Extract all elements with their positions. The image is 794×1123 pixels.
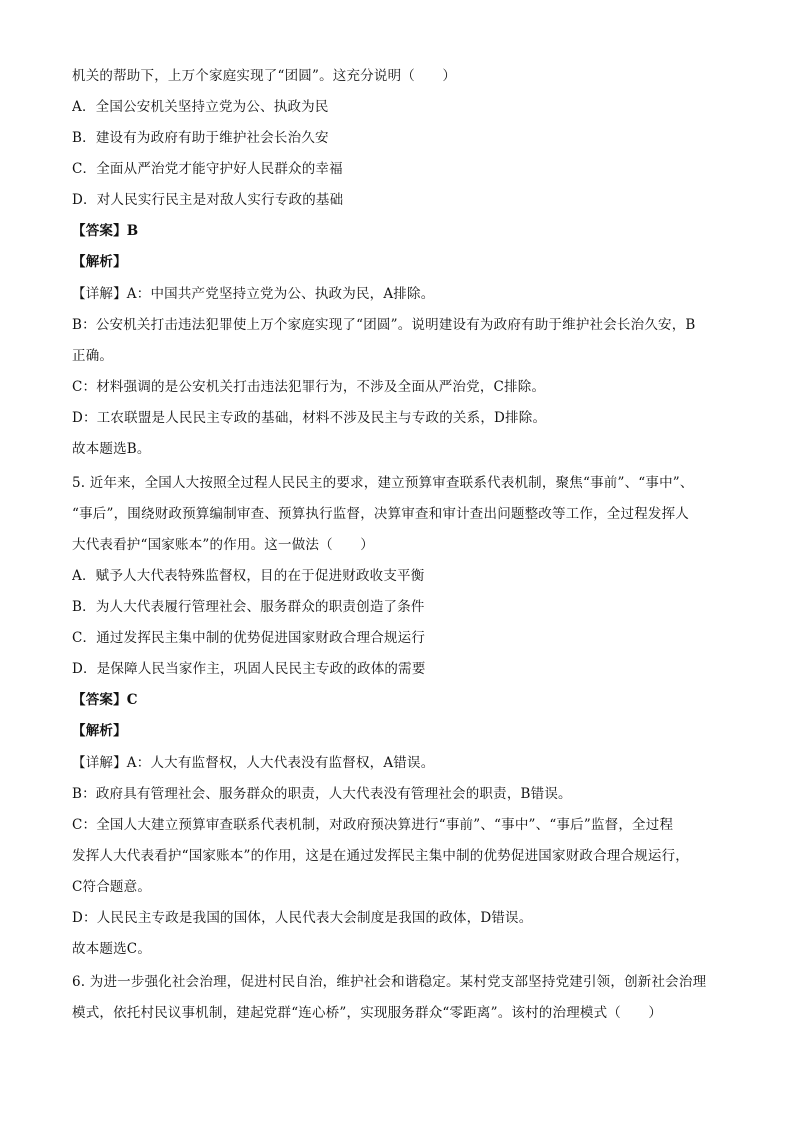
q4-option-a: A．全国公安机关坚持立党为公、执政为民 [72,99,329,115]
question-6-stem-2: 模式，依托村民议事机制，建起党群“连心桥”，实现服务群众“零距离”。该村的治理模式（ ） [72,1005,663,1021]
q4-detail-b: B：公安机关打击违法犯罪使上万个家庭实现了“团圆”。说明建设有为政府有助于维护社会长治久安，B [72,317,696,333]
q5-detail-a: 【详解】A：人大有监督权，人大代表没有监督权，A错误。 [72,755,435,771]
q5-detail-b: B：政府具有管理社会、服务群众的职责，人大代表没有管理社会的职责，B错误。 [72,786,572,802]
q5-option-d: D．是保障人民当家作主，巩固人民民主专政的政体的需要 [72,661,426,677]
q4-option-c: C．全面从严治党才能守护好人民群众的幸福 [72,161,343,177]
q4-option-d: D．对人民实行民主是对敌人实行专政的基础 [72,192,344,208]
q4-detail-a: 【详解】A：中国共产党坚持立党为公、执政为民，A排除。 [72,286,435,302]
question-6-stem: 6. 为进一步强化社会治理，促进村民自治，维护社会和谐稳定。某村党支部坚持党建引领，创新社会治理 [72,974,707,990]
q5-conclusion: 故本题选C。 [72,941,152,957]
q4-conclusion: 故本题选B。 [72,441,151,457]
q5-detail-c-cont: 发挥人大代表看护“国家账本”的作用，这是在通过发挥民主集中制的优势促进国家财政合理合规运行， [72,848,690,864]
q4-analysis-heading: 【解析】 [72,254,127,270]
q5-answer: 【答案】C [72,692,138,708]
q5-detail-c-end: C符合题意。 [72,879,152,895]
q5-detail-c: C：全国人大建立预算审查联系代表机制，对政府预决算进行“事前”、“事中”、“事后”监督，全过程 [72,817,674,833]
q4-detail-c: C：材料强调的是公安机关打击违法犯罪行为，不涉及全面从严治党，C排除。 [72,379,546,395]
q4-option-b: B．建设有为政府有助于维护社会长治久安 [72,130,329,146]
question-5-stem-3: 大代表看护“国家账本”的作用。这一做法（ ） [72,537,374,553]
q5-option-b: B．为人大代表履行管理社会、服务群众的职责创造了条件 [72,599,425,615]
q5-option-a: A．赋予人大代表特殊监督权，目的在于促进财政收支平衡 [72,568,425,584]
question-5-stem: 5. 近年来，全国人大按照全过程人民民主的要求，建立预算审查联系代表机制，聚焦“事前”、“事中”、 [72,475,694,491]
question-5-stem-2: “事后”，围绕财政预算编制审查、预算执行监督，决算审查和审计查出问题整改等工作，全过程发挥人 [72,506,690,522]
q4-answer: 【答案】B [72,223,139,239]
q5-detail-d: D：人民民主专政是我国的国体，人民代表大会制度是我国的政体，D错误。 [72,910,533,926]
q5-analysis-heading: 【解析】 [72,723,127,739]
q4-detail-b-cont: 正确。 [72,348,114,364]
q5-option-c: C．通过发挥民主集中制的优势促进国家财政合理合规运行 [72,630,426,646]
q4-detail-d: D：工农联盟是人民民主专政的基础，材料不涉及民主与专政的关系，D排除。 [72,410,547,426]
question-4-stem-end: 机关的帮助下，上万个家庭实现了“团圆”。这充分说明（ ） [72,68,457,84]
